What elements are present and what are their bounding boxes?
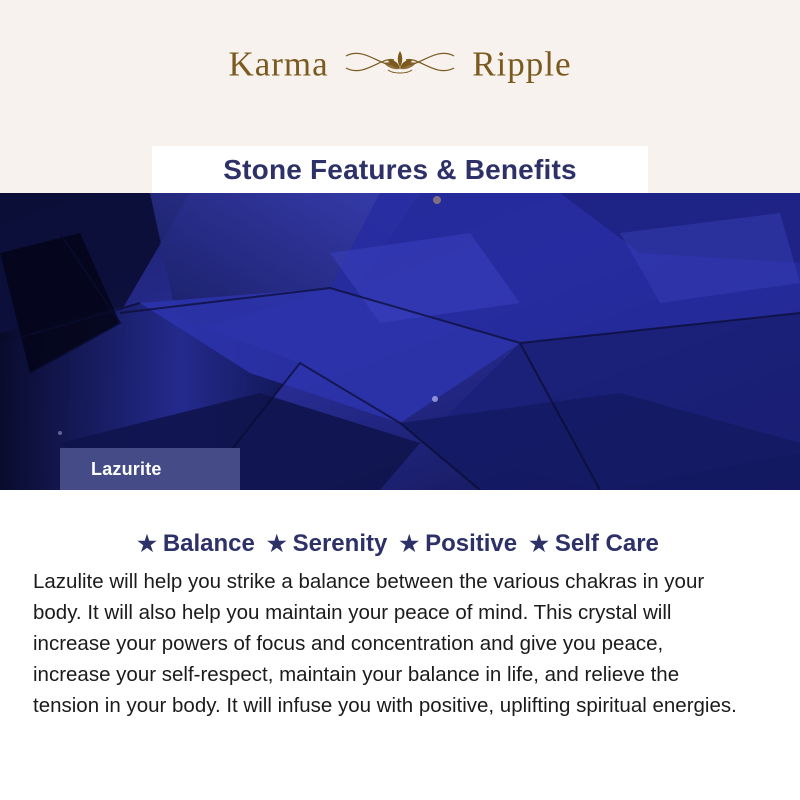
lotus-icon [344, 42, 456, 91]
brand-name-right: Ripple [472, 44, 572, 84]
keyword-serenity: Serenity [292, 530, 388, 557]
star-icon: ★ [266, 531, 287, 556]
keyword-self-care: Self Care [554, 530, 659, 557]
star-icon: ★ [137, 531, 157, 556]
brand-name-left: Karma [228, 44, 329, 84]
brand-logo [0, 40, 800, 89]
content-area [0, 490, 800, 800]
header-band [0, 0, 800, 193]
star-icon: ★ [529, 531, 549, 556]
stone-photo [0, 193, 800, 490]
page-title: Stone Features & Benefits [223, 153, 577, 185]
keyword-list [0, 530, 800, 558]
keyword-balance: Balance [162, 530, 255, 557]
star-icon: ★ [399, 531, 420, 556]
keyword-positive: Positive [425, 530, 518, 557]
section-title-bar [152, 146, 648, 193]
stone-name-label: Lazurite [91, 458, 162, 479]
stone-name-badge [60, 448, 240, 490]
stone-description: Lazulite will help you strike a balance between the various chakras in your body. It will also help you maintain your peace of mind. This crystal will increase your powers of focus and concentration and give you peace, increase your self-respect, maintain your balance in life, and relieve the tension in your body. It will infuse you with positive, uplifting spiritual energies. [33, 570, 737, 717]
